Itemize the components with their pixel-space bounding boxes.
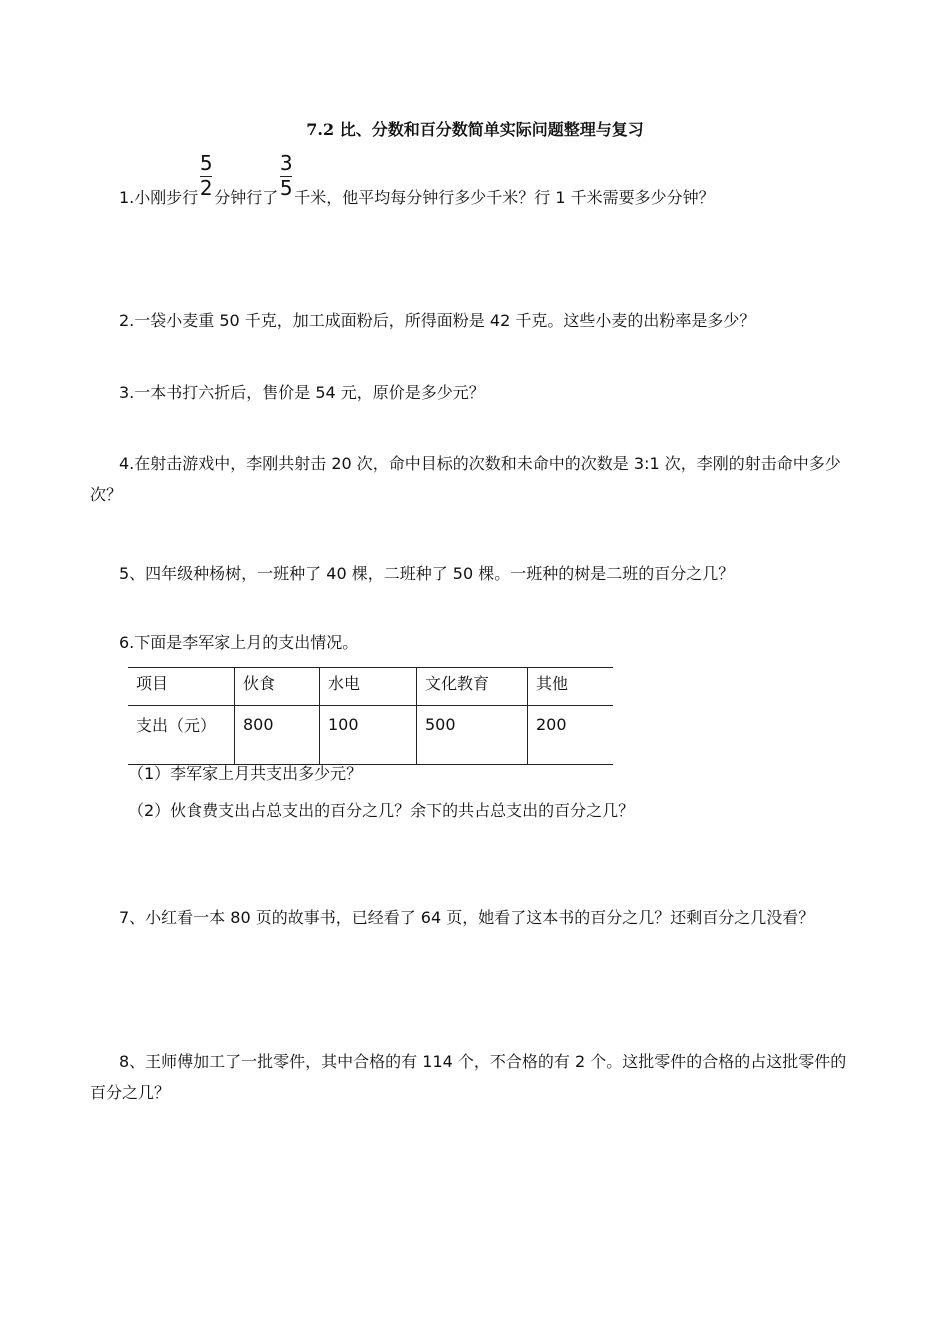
table-header-row [128, 668, 613, 706]
q1-text-end: 千米，他平均每分钟行多少千米？行 1 千米需要多少分钟？ [294, 188, 715, 207]
table-row-label: 支出（元） [128, 706, 235, 765]
fraction-numerator: 3 [279, 151, 293, 175]
fraction-3-5 [278, 151, 294, 208]
fraction-5-2 [198, 151, 214, 208]
table-header-cell: 项目 [128, 668, 235, 706]
q1-text-start: 1.小刚步行 [119, 188, 199, 207]
question-6-intro: 6.下面是李军家上月的支出情况。 [119, 633, 359, 652]
table-cell: 800 [235, 706, 320, 765]
question-8: 8、王师傅加工了一批零件，其中合格的有 114 个，不合格的有 2 个。这批零件的合格的占这批零件的百分之几？ [90, 1052, 847, 1102]
question-6-sub-2: （2）伙食费支出占总支出的百分之几？余下的共占总支出的百分之几？ [128, 801, 635, 820]
question-6-sub-1: （1）李军家上月共支出多少元？ [128, 764, 363, 783]
question-2: 2.一袋小麦重 50 千克，加工成面粉后，所得面粉是 42 千克。这些小麦的出粉率是多少？ [119, 311, 756, 330]
question-1 [119, 151, 715, 208]
page-title: 7.2 比、分数和百分数简单实际问题整理与复习 [306, 120, 644, 139]
fraction-numerator: 5 [199, 151, 213, 175]
fraction-denominator: 5 [279, 176, 293, 200]
table-header-cell: 其他 [528, 668, 614, 706]
expense-table [128, 667, 613, 765]
question-7: 7、小红看一本 80 页的故事书，已经看了 64 页，她看了这本书的百分之几？还剩百分之几没看？ [119, 908, 815, 927]
table-header-cell: 文化教育 [417, 668, 528, 706]
question-5: 5、四年级种杨树，一班种了 40 棵，二班种了 50 棵。一班种的树是二班的百分之几？ [119, 564, 735, 583]
fraction-denominator: 2 [199, 176, 213, 200]
question-3: 3.一本书打六折后，售价是 54 元，原价是多少元？ [119, 383, 485, 402]
table-cell: 100 [320, 706, 417, 765]
table-cell: 200 [528, 706, 614, 765]
table-header-cell: 水电 [320, 668, 417, 706]
q1-text-middle: 分钟行了 [214, 188, 279, 207]
question-4: 4.在射击游戏中，李刚共射击 20 次，命中目标的次数和未命中的次数是 3:1 次，李刚的射击命中多少次？ [90, 454, 841, 504]
table-header-cell: 伙食 [235, 668, 320, 706]
table-cell: 500 [417, 706, 528, 765]
table-row [128, 706, 613, 765]
